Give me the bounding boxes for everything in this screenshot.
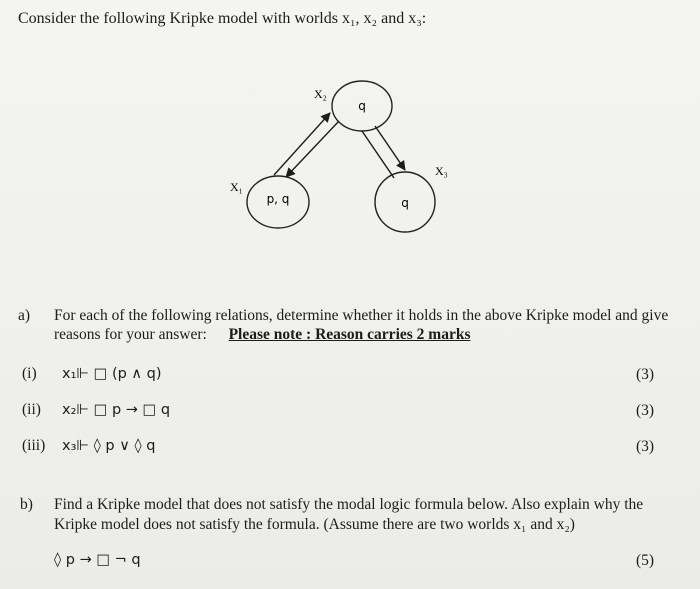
- part-a-text-line2-main: reasons for your answer:: [54, 326, 207, 343]
- item-i-formula: x₁⊩ □ (p ∧ q): [62, 366, 162, 382]
- part-a-note: Please note : Reason carries 2 marks: [228, 326, 471, 343]
- part-b-text-line2: Kripke model does not satisfy the formula. (Assume there are two worlds x₁ and x₂): [54, 516, 575, 533]
- edge-x1-to-x2: [274, 113, 330, 175]
- intro-text: Consider the following Kripke model with worlds x₁, x₂ and x₃:: [18, 10, 427, 27]
- item-iii-formula: x₃⊩ ◊ p ∨ ◊ q: [62, 438, 156, 454]
- item-iii-label: (iii): [22, 437, 46, 454]
- world-x3-valuation: q: [401, 196, 409, 210]
- edge-x2-to-x3-a: [362, 131, 394, 178]
- world-x2-label: X₂: [314, 87, 327, 101]
- item-iii-marks: (3): [636, 438, 655, 455]
- edge-x2-to-x1: [286, 121, 339, 177]
- item-i-marks: (3): [636, 366, 655, 383]
- edge-x2-to-x3-b: [375, 126, 405, 170]
- item-ii-label: (ii): [22, 401, 41, 418]
- item-ii-marks: (3): [636, 402, 655, 419]
- part-a-text-line2: [54, 325, 470, 345]
- part-b-marks: (5): [636, 552, 655, 569]
- part-b-formula: ◊ p → □ ¬ q: [54, 552, 141, 568]
- part-b-label: b): [20, 496, 33, 513]
- world-x1-label: X₁: [230, 180, 243, 194]
- item-i-label: (i): [22, 365, 37, 382]
- world-x3-label: X₃: [435, 164, 448, 178]
- item-ii-formula: x₂⊩ □ p → □ q: [62, 402, 171, 418]
- part-b-text-line1: Find a Kripke model that does not satisfy the modal logic formula below. Also explain why the: [54, 496, 644, 513]
- part-a-label: a): [18, 307, 31, 324]
- world-x2-valuation: q: [358, 99, 366, 113]
- world-x1-valuation: p, q: [266, 192, 290, 206]
- part-a-text-line1: For each of the following relations, determine whether it holds in the above Kripke model and give: [54, 307, 669, 324]
